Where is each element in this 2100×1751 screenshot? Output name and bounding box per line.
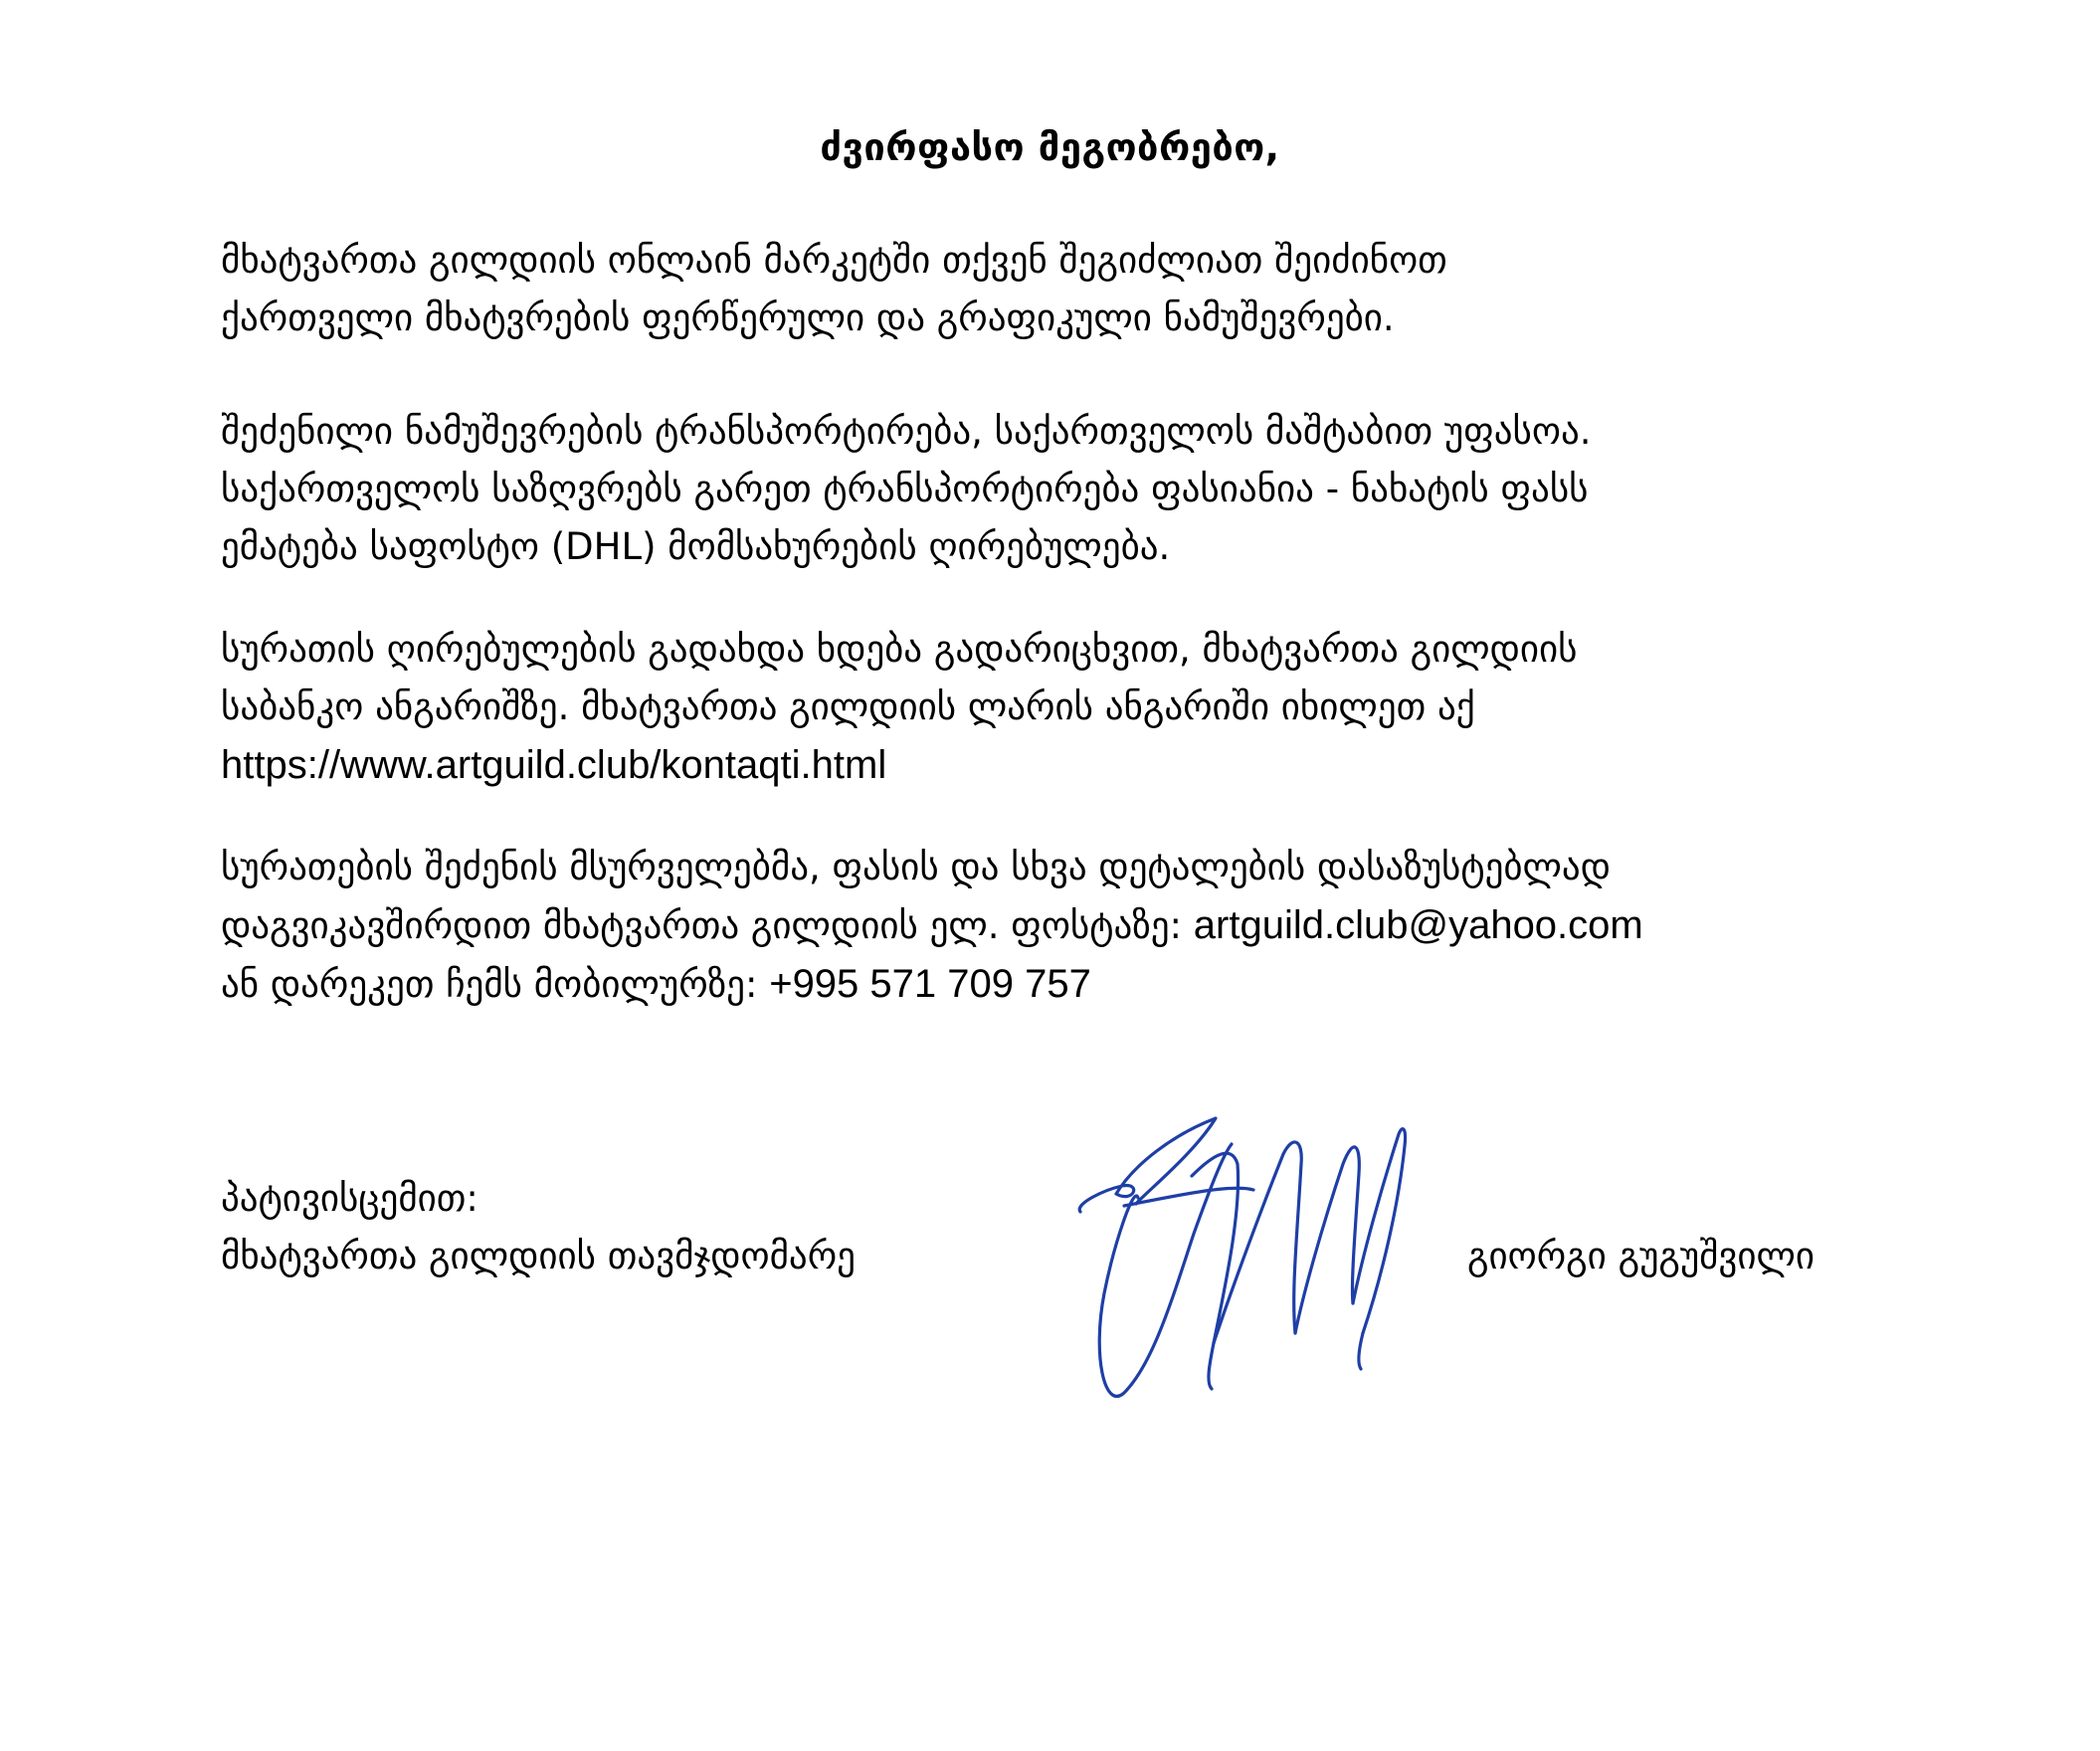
email-line bbox=[221, 896, 1972, 955]
signer-name: გიორგი გუგუშვილი bbox=[1467, 1235, 1815, 1277]
greeting-heading: ძვირფასო მეგობრებო, bbox=[820, 125, 1280, 169]
handwritten-signature bbox=[1064, 1094, 1423, 1433]
text-line: ემატება საფოსტო (DHL) მომსახურების ღირებულება. bbox=[221, 525, 1171, 568]
phone-number[interactable]: +995 571 709 757 bbox=[769, 962, 1091, 1006]
text-line: შეძენილი ნამუშევრების ტრანსპორტირება, საქართველოს მაშტაბით უფასოა. bbox=[221, 410, 1592, 453]
email-link[interactable]: artguild.club@yahoo.com bbox=[1193, 903, 1643, 947]
email-prefix-text: დაგვიკავშირდით მხატვართა გილდიის ელ. ფოსტაზე: bbox=[221, 904, 1194, 947]
text-line: საქართველოს საზღვრებს გარეთ ტრანსპორტირება ფასიანია - ნახატის ფასს bbox=[221, 468, 1589, 510]
text-line: ქართველი მხატვრების ფერწერული და გრაფიკული ნამუშევრები. bbox=[221, 296, 1395, 339]
phone-line bbox=[221, 955, 1972, 1014]
contact-page-link[interactable]: https://www.artguild.club/kontaqti.html bbox=[221, 743, 887, 787]
text-line: სურათების შეძენის მსურველებმა, ფასის და სხვა დეტალების დასაზუსტებლად bbox=[221, 846, 1611, 888]
paragraph-payment bbox=[221, 621, 1972, 794]
closing-block bbox=[221, 1170, 856, 1285]
text-line: საბანკო ანგარიშზე. მხატვართა გილდიის ლარის ანგარიში იხილეთ აქ bbox=[221, 685, 1475, 728]
closing-salutation: პატივისცემით: bbox=[221, 1177, 478, 1220]
text-line: სურათის ღირებულების გადახდა ხდება გადარიცხვით, მხატვართა გილდიის bbox=[221, 628, 1578, 671]
paragraph-online-market bbox=[221, 232, 1972, 347]
phone-prefix-text: ან დარეკეთ ჩემს მობილურზე: bbox=[221, 963, 770, 1006]
signer-role: მხატვართა გილდიის თავმჯდომარე bbox=[221, 1235, 856, 1277]
text-line: მხატვართა გილდიის ონლაინ მარკეტში თქვენ შეგიძლიათ შეიძინოთ bbox=[221, 239, 1447, 282]
paragraph-contact bbox=[221, 839, 1972, 1014]
paragraph-transportation bbox=[221, 403, 1972, 576]
